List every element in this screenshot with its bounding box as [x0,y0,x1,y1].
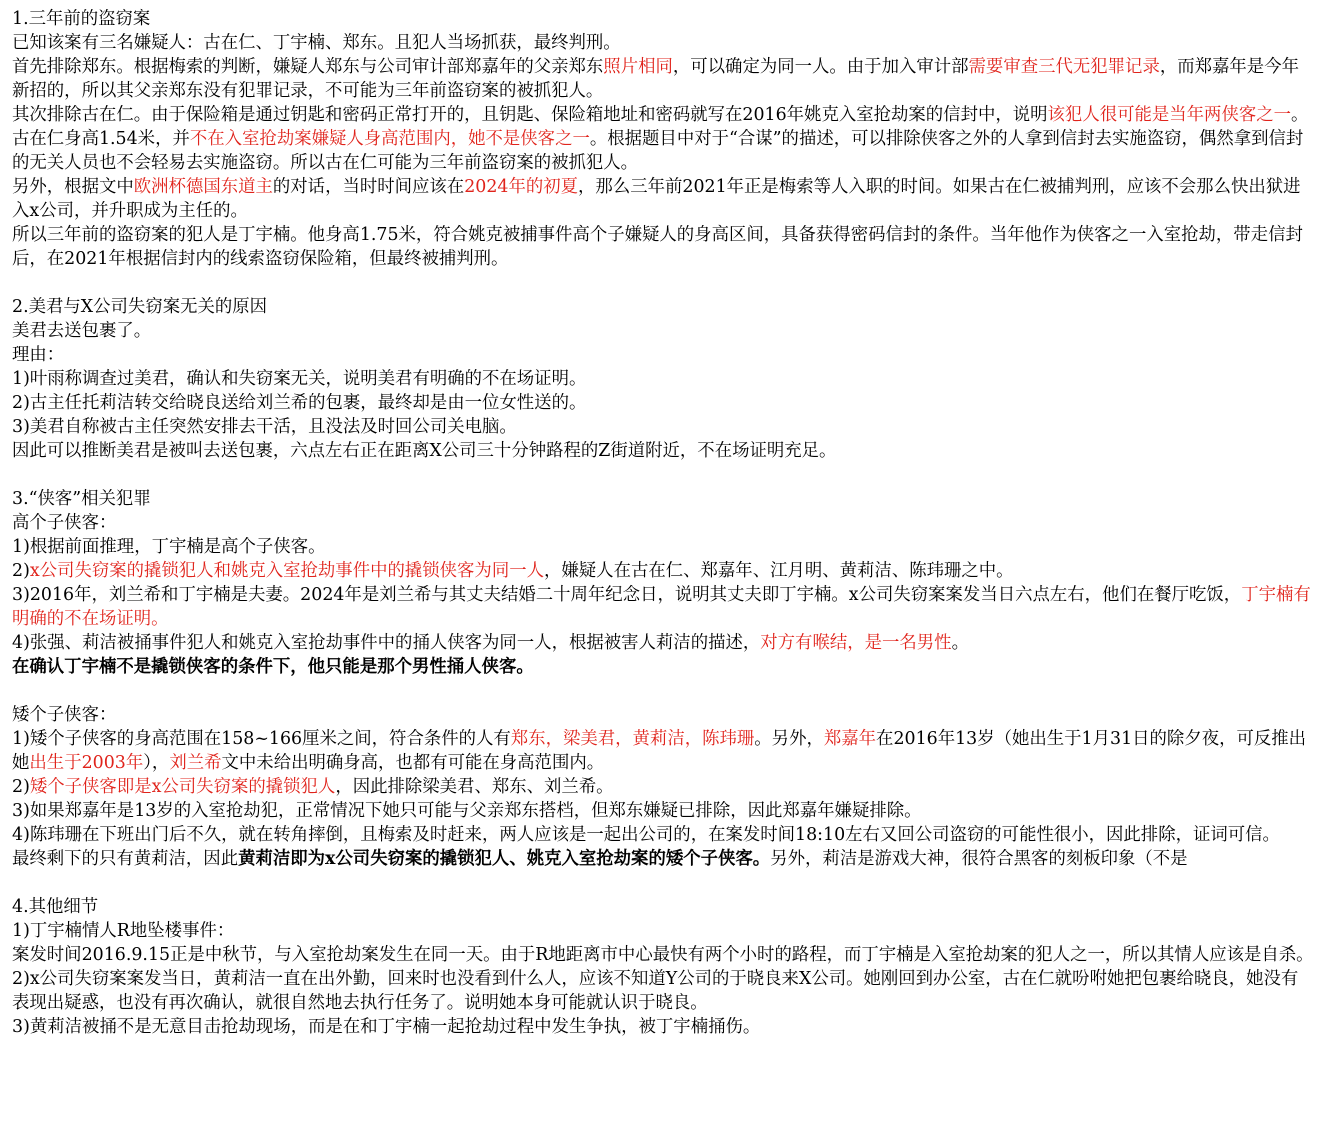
section-heading [12,487,1315,511]
text-run: 另外，根据文中 [12,177,134,197]
text-run: 2.美君与X公司失窃案无关的原因 [12,297,268,317]
text-run: 。另外， [754,729,824,749]
highlighted-text: 2024年的初夏 [464,177,579,197]
paragraph-line [12,583,1315,631]
section-1 [12,7,1315,271]
text-run: 2)古主任托莉洁转交给晓良送给刘兰希的包裹，最终却是由一位女性送的。 [12,393,587,413]
section-2 [12,295,1315,463]
text-run: 其次排除古在仁。由于保险箱是通过钥匙和密码正常打开的，且钥匙、保险箱地址和密码就写在2016年姚克入室抢劫案的信封中，说明 [12,105,1048,125]
highlighted-text: 照片相同 [603,57,673,77]
text-run: ，那么三年前2021年正是梅索等人入职的时间。如果古在仁被捕判刑，应该不会那么快出狱进入x公司，并升职成为主任的。 [12,177,1301,221]
paragraph-line [12,775,1315,799]
text-run: 4)陈玮珊在下班出门后不久，就在转角摔倒，且梅索及时赶来，两人应该是一起出公司的，在案发时间18:10左右又回公司盗窃的可能性很小，因此排除，证词可信。 [12,825,1280,845]
text-run: 美君去送包裹了。 [12,321,152,341]
section-spacer [12,679,1315,703]
highlighted-text: 需要审查三代无犯罪记录 [968,57,1160,77]
section-4 [12,703,1315,871]
paragraph-line [12,943,1315,967]
paragraph-line [12,655,1315,679]
text-run: 1)矮个子侠客的身高范围在158~166厘米之间，符合条件的人有 [12,729,511,749]
text-run: 文中未给出明确身高，也都有可能在身高范围内。 [221,753,605,773]
highlighted-text: 郑嘉年 [823,729,877,749]
paragraph-line [12,55,1315,103]
text-run: 矮个子侠客： [12,705,117,725]
highlighted-text: x公司失窃案的撬锁犯人和姚克入室抢劫事件中的撬锁侠客为同一人 [29,561,544,581]
text-run: 。古在仁身高1.54米，并 [12,105,1309,149]
paragraph-line [12,559,1315,583]
text-run: 1)根据前面推理，丁宇楠是高个子侠客。 [12,537,326,557]
text-run: 。根据题目中对于“合谋”的描述，可以排除侠客之外的人拿到信封去实施盗窃，偶然拿到信封的无关人员也不会轻易去实施盗窃。所以古在仁可能为三年前盗窃案的被抓犯人。 [12,129,1304,173]
highlighted-text: 欧洲杯德国东道主 [133,177,273,197]
text-run: 2)x公司失窃案案发当日，黄莉洁一直在出外勤，回来时也没看到什么人，应该不知道Y公司的于晓良来X公司。她刚回到办公室，古在仁就吩咐她把包裹给晓良，她没有表现出疑惑，也没有再次确认，就很自然地去执行任务了。说明她本身可能就认识于晓良。 [12,969,1299,1013]
section-spacer [12,271,1315,295]
document-body [12,7,1315,1039]
section-spacer [12,463,1315,487]
section-5 [12,895,1315,1039]
text-run: 3)如果郑嘉年是13岁的入室抢劫犯，正常情况下她只可能与父亲郑东搭档，但郑东嫌疑已排除，因此郑嘉年嫌疑排除。 [12,801,922,821]
paragraph-line [12,535,1315,559]
paragraph-line [12,31,1315,55]
text-run: 4.其他细节 [12,897,99,917]
text-run: 已知该案有三名嫌疑人：古在仁、丁宇楠、郑东。且犯人当场抓获，最终判刑。 [12,33,621,53]
section-heading [12,703,1315,727]
text-run: ，而郑嘉年是今年新招的，所以其父亲郑东没有犯罪记录，不可能为三年前盗窃案的被抓犯人。 [12,57,1299,101]
text-run: 的对话，当时时间应该在 [272,177,465,197]
paragraph-line [12,367,1315,391]
text-run: 在2016年13岁（她出生于1月31日的除夕夜，可反推出她 [12,729,1307,773]
text-run: ，嫌疑人在古在仁、郑嘉年、江月明、黄莉洁、陈玮珊之中。 [544,561,1014,581]
text-run: 。 [951,633,969,653]
highlighted-text: 该犯人很可能是当年两侠客之一 [1047,105,1292,125]
text-run: 首先排除郑东。根据梅索的判断，嫌疑人郑东与公司审计部郑嘉年的父亲郑东 [12,57,604,77]
section-spacer [12,871,1315,895]
highlighted-text: 出生于2003年 [29,753,144,773]
highlighted-text: 对方有喉结，是一名男性 [760,633,952,653]
paragraph-line [12,799,1315,823]
section-heading [12,7,1315,31]
paragraph-line [12,439,1315,463]
paragraph-line [12,847,1315,871]
text-run: 1)叶雨称调查过美君，确认和失窃案无关，说明美君有明确的不在场证明。 [12,369,587,389]
highlighted-text: 郑东，梁美君，黄莉洁，陈玮珊 [510,729,755,749]
text-run: 2) [12,777,30,797]
paragraph-line [12,415,1315,439]
text-run: 2) [12,561,30,581]
highlighted-text: 刘兰希 [169,753,222,773]
bold-text: 黄莉洁即为x公司失窃案的撬锁犯人、姚克入室抢劫案的矮个子侠客。 [238,849,771,869]
paragraph-line [12,511,1315,535]
text-run: 4)张强、莉洁被捅事件犯人和姚克入室抢劫事件中的捅人侠客为同一人，根据被害人莉洁的描述， [12,633,761,653]
paragraph-line [12,103,1315,175]
text-run: ）， [143,753,170,773]
highlighted-text: 矮个子侠客即是x公司失窃案的撬锁犯人 [29,777,336,797]
paragraph-line [12,823,1315,847]
text-run: 所以三年前的盗窃案的犯人是丁宇楠。他身高1.75米，符合姚克被捕事件高个子嫌疑人的身高区间，具备获得密码信封的条件。当年他作为侠客之一入室抢劫，带走信封后，在2021年根据信封内的线索盗窃保险箱，但最终被捕判刑。 [12,225,1303,269]
text-run: 3.“侠客”相关犯罪 [12,489,151,509]
section-heading [12,295,1315,319]
highlighted-text: 不在入室抢劫案嫌疑人身高范围内，她不是侠客之一 [189,129,590,149]
text-run: 理由： [12,345,65,365]
paragraph-line [12,223,1315,271]
text-run: 1.三年前的盗窃案 [12,9,151,29]
paragraph-line [12,391,1315,415]
paragraph-line [12,1015,1315,1039]
paragraph-line [12,919,1315,943]
text-run: 因此可以推断美君是被叫去送包裹，六点左右正在距离X公司三十分钟路程的Z街道附近，不在场证明充足。 [12,441,837,461]
paragraph-line [12,631,1315,655]
text-run: 3)2016年，刘兰希和丁宇楠是夫妻。2024年是刘兰希与其丈夫结婚二十周年纪念日，说明其丈夫即丁宇楠。x公司失窃案案发当日六点左右，他们在餐厅吃饭， [12,585,1242,605]
text-run: ，可以确定为同一人。由于加入审计部 [672,57,969,77]
paragraph-line [12,967,1315,1015]
text-run: 另外，莉洁是游戏大神，很符合黑客的刻板印象（不是 [770,849,1188,869]
bold-text: 在确认丁宇楠不是撬锁侠客的条件下，他只能是那个男性捅人侠客。 [12,657,534,677]
paragraph-line [12,343,1315,367]
paragraph-line [12,319,1315,343]
text-run: ，因此排除梁美君、郑东、刘兰希。 [335,777,614,797]
paragraph-line [12,175,1315,223]
section-heading [12,895,1315,919]
text-run: 3)美君自称被古主任突然安排去干活，且没法及时回公司关电脑。 [12,417,517,437]
section-3 [12,487,1315,679]
text-run: 3)黄莉洁被捅不是无意目击抢劫现场，而是在和丁宇楠一起抢劫过程中发生争执，被丁宇楠捅伤。 [12,1017,761,1037]
text-run: 1)丁宇楠情人R地坠楼事件： [12,921,235,941]
text-run: 最终剩下的只有黄莉洁，因此 [12,849,239,869]
text-run: 高个子侠客： [12,513,117,533]
paragraph-line [12,727,1315,775]
highlighted-text: 丁宇楠有明确的不在场证明。 [12,585,1311,629]
text-run: 案发时间2016.9.15正是中秋节，与入室抢劫案发生在同一天。由于R地距离市中心最快有两个小时的路程，而丁宇楠是入室抢劫案的犯人之一，所以其情人应该是自杀。 [12,945,1314,965]
